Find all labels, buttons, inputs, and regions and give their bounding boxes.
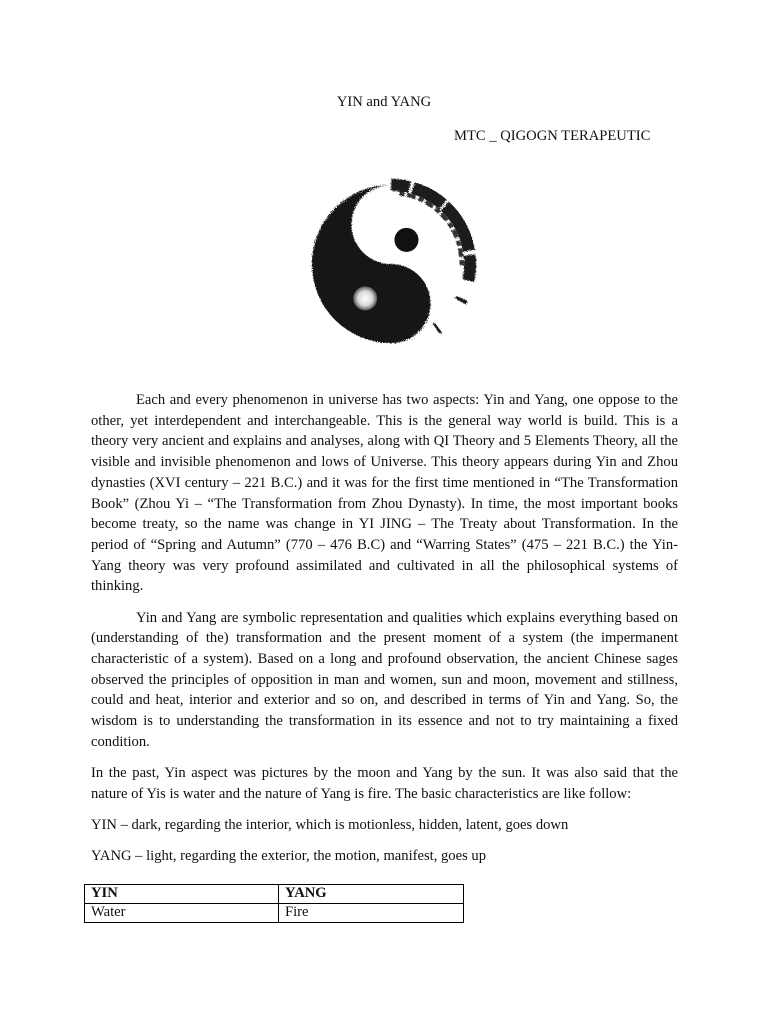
yin-yang-icon <box>305 178 477 350</box>
yang-label: YANG – <box>91 848 143 865</box>
yin-label: YIN – <box>91 816 128 833</box>
paragraph-2: Yin and Yang are symbolic representation and qualities which explains everything based on (understanding of the) transformation and the present moment of a system (the impermanent characteristic of a system). Based on a long and profound observation, the ancient Chinese sages observed the principles of opposition in man and women, sun and moon, movement and stillness, could and heat, interior and exterior and so on, and described in terms of Yin and Yang. So, the wisdom is to understanding the transformation in its essence and not to try maintaining a fixed condition. <box>91 609 678 750</box>
table-header-row <box>85 885 464 904</box>
yin-characteristics <box>91 815 678 836</box>
document-subtitle: MTC _ QIGOGN TERAPEUTIC <box>454 128 651 144</box>
paragraph-1: Each and every phenomenon in universe has two aspects: Yin and Yang, one oppose to the other, yet interdependent and interchangeable. This is the general way world is build. This is a theory very ancient and explains and analyses, along with QI Theory and 5 Elements Theory, all the visible and invisible phenomenon and lows of Universe. This theory appears during Yin and Zhou dynasties (XVI century – 221 B.C.) and it was for the first time mentioned in “The Transformation Book” (Zhou Yi – “The Transformation from Zhou Dynasty). In time, the most important books become treaty, so the name was change in YI JING – The Treaty about Transformation. In the period of “Spring and Autumn” (770 – 476 B.C) and “Warring States” (475 – 221 B.C.) the Yin-Yang theory was very profound assimilated and cultivated in all the philosophical systems of thinking. <box>91 392 678 595</box>
document-body <box>91 390 678 877</box>
table-cell-yin: Water <box>85 904 279 923</box>
yang-text: light, regarding the exterior, the motion, manifest, goes up <box>142 848 486 865</box>
table-cell-yang: Fire <box>279 904 464 923</box>
table-header-yin: YIN <box>85 885 279 904</box>
table-row <box>85 904 464 923</box>
table-header-yang: YANG <box>279 885 464 904</box>
yin-yang-table <box>84 884 464 923</box>
yin-text: dark, regarding the interior, which is motionless, hidden, latent, goes down <box>127 816 569 833</box>
document-title: YIN and YANG <box>336 94 432 110</box>
yang-characteristics <box>91 846 678 867</box>
paragraph-3: In the past, Yin aspect was pictures by the moon and Yang by the sun. It was also said that the nature of Yis is water and the nature of Yang is fire. The basic characteristics are like follow: <box>91 764 678 802</box>
